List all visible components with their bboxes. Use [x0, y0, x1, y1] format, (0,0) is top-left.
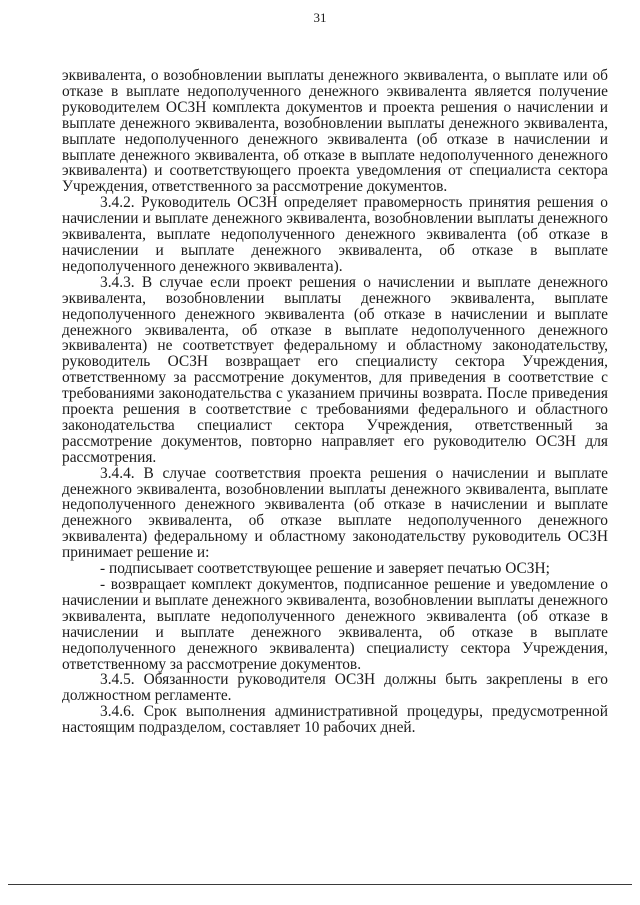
paragraph-continuation: эквивалента, о возобновлении выплаты денежного эквивалента, о выплате или об отказе в выплате недополученного денежного эквивалента является получение руководителем ОСЗН комплекта документов и проекта решения о начислении и выплате денежного эквивалента, возобновлении выплаты денежного эквивалента, выплате недополученного денежного эквивалента (об отказе в начислении и выплате денежного эквивалента, об отказе в выплате недополученного денежного эквивалента) и соответствующего проекта уведомления от специалиста сектора Учреждения, ответственного за рассмотрение документов. [62, 67, 608, 196]
list-item-sign-decision: - подписывает соответствующее решение и заверяет печатью ОСЗН; [100, 560, 550, 578]
paragraph-3-4-3: 3.4.3. В случае если проект решения о начислении и выплате денежного эквивалента, возобновлении выплаты денежного эквивалента, выплате недополученного денежного эквивалента (об отказе в начислении и выплате денежного эквивалента, об отказе в выплате недополученного денежного эквивалента) не соответствует федеральному и областному законодательству, руководитель ОСЗН возвращает его специалисту сектора Учреждения, ответственному за рассмотрение документов, для приведения в соответствие с требованиями законодательства с указанием причины возврата. После приведения проекта решения в соответствие с требованиями федерального и областного законодательства специалист сектора Учреждения, ответственный за рассмотрение документов, повторно направляет его руководителю ОСЗН для рассмотрения. [62, 273, 608, 466]
document-body [62, 68, 608, 736]
list-item-return-documents: - возвращает комплект документов, подписанное решение и уведомление о начислении и выплате денежного эквивалента, возобновлении выплаты денежного эквивалента, выплате недополученного денежного эквивалента (об отказе в начислении и выплате денежного эквивалента, об отказе в выплате недополученного денежного эквивалента) специалисту сектора Учреждения, ответственному за рассмотрение документов. [62, 576, 608, 673]
paragraph-3-4-4: 3.4.4. В случае соответствия проекта решения о начислении и выплате денежного эквивалента, возобновлении выплаты денежного эквивалента, выплате недополученного денежного эквивалента (об отказе в начислении и выплате денежного эквивалента, об отказе выплате недополученного денежного эквивалента) федеральному и областному законодательству руководитель ОСЗН принимает решение и: [62, 464, 608, 562]
paragraph-3-4-6: 3.4.6. Срок выполнения административной процедуры, предусмотренной настоящим подразделом, составляет 10 рабочих дней. [62, 703, 608, 737]
paragraph-3-4-5: 3.4.5. Обязанности руководителя ОСЗН должны быть закреплены в его должностном регламенте. [62, 671, 608, 705]
paragraph-3-4-2: 3.4.2. Руководитель ОСЗН определяет правомерность принятия решения о начислении и выплате денежного эквивалента, возобновлении выплаты денежного эквивалента, выплате недополученного денежного эквивалента (об отказе в начислении и выплате денежного эквивалента, об отказе в выплате недополученного денежного эквивалента). [62, 194, 608, 275]
page-number: 31 [313, 10, 327, 25]
bottom-divider [8, 884, 632, 885]
